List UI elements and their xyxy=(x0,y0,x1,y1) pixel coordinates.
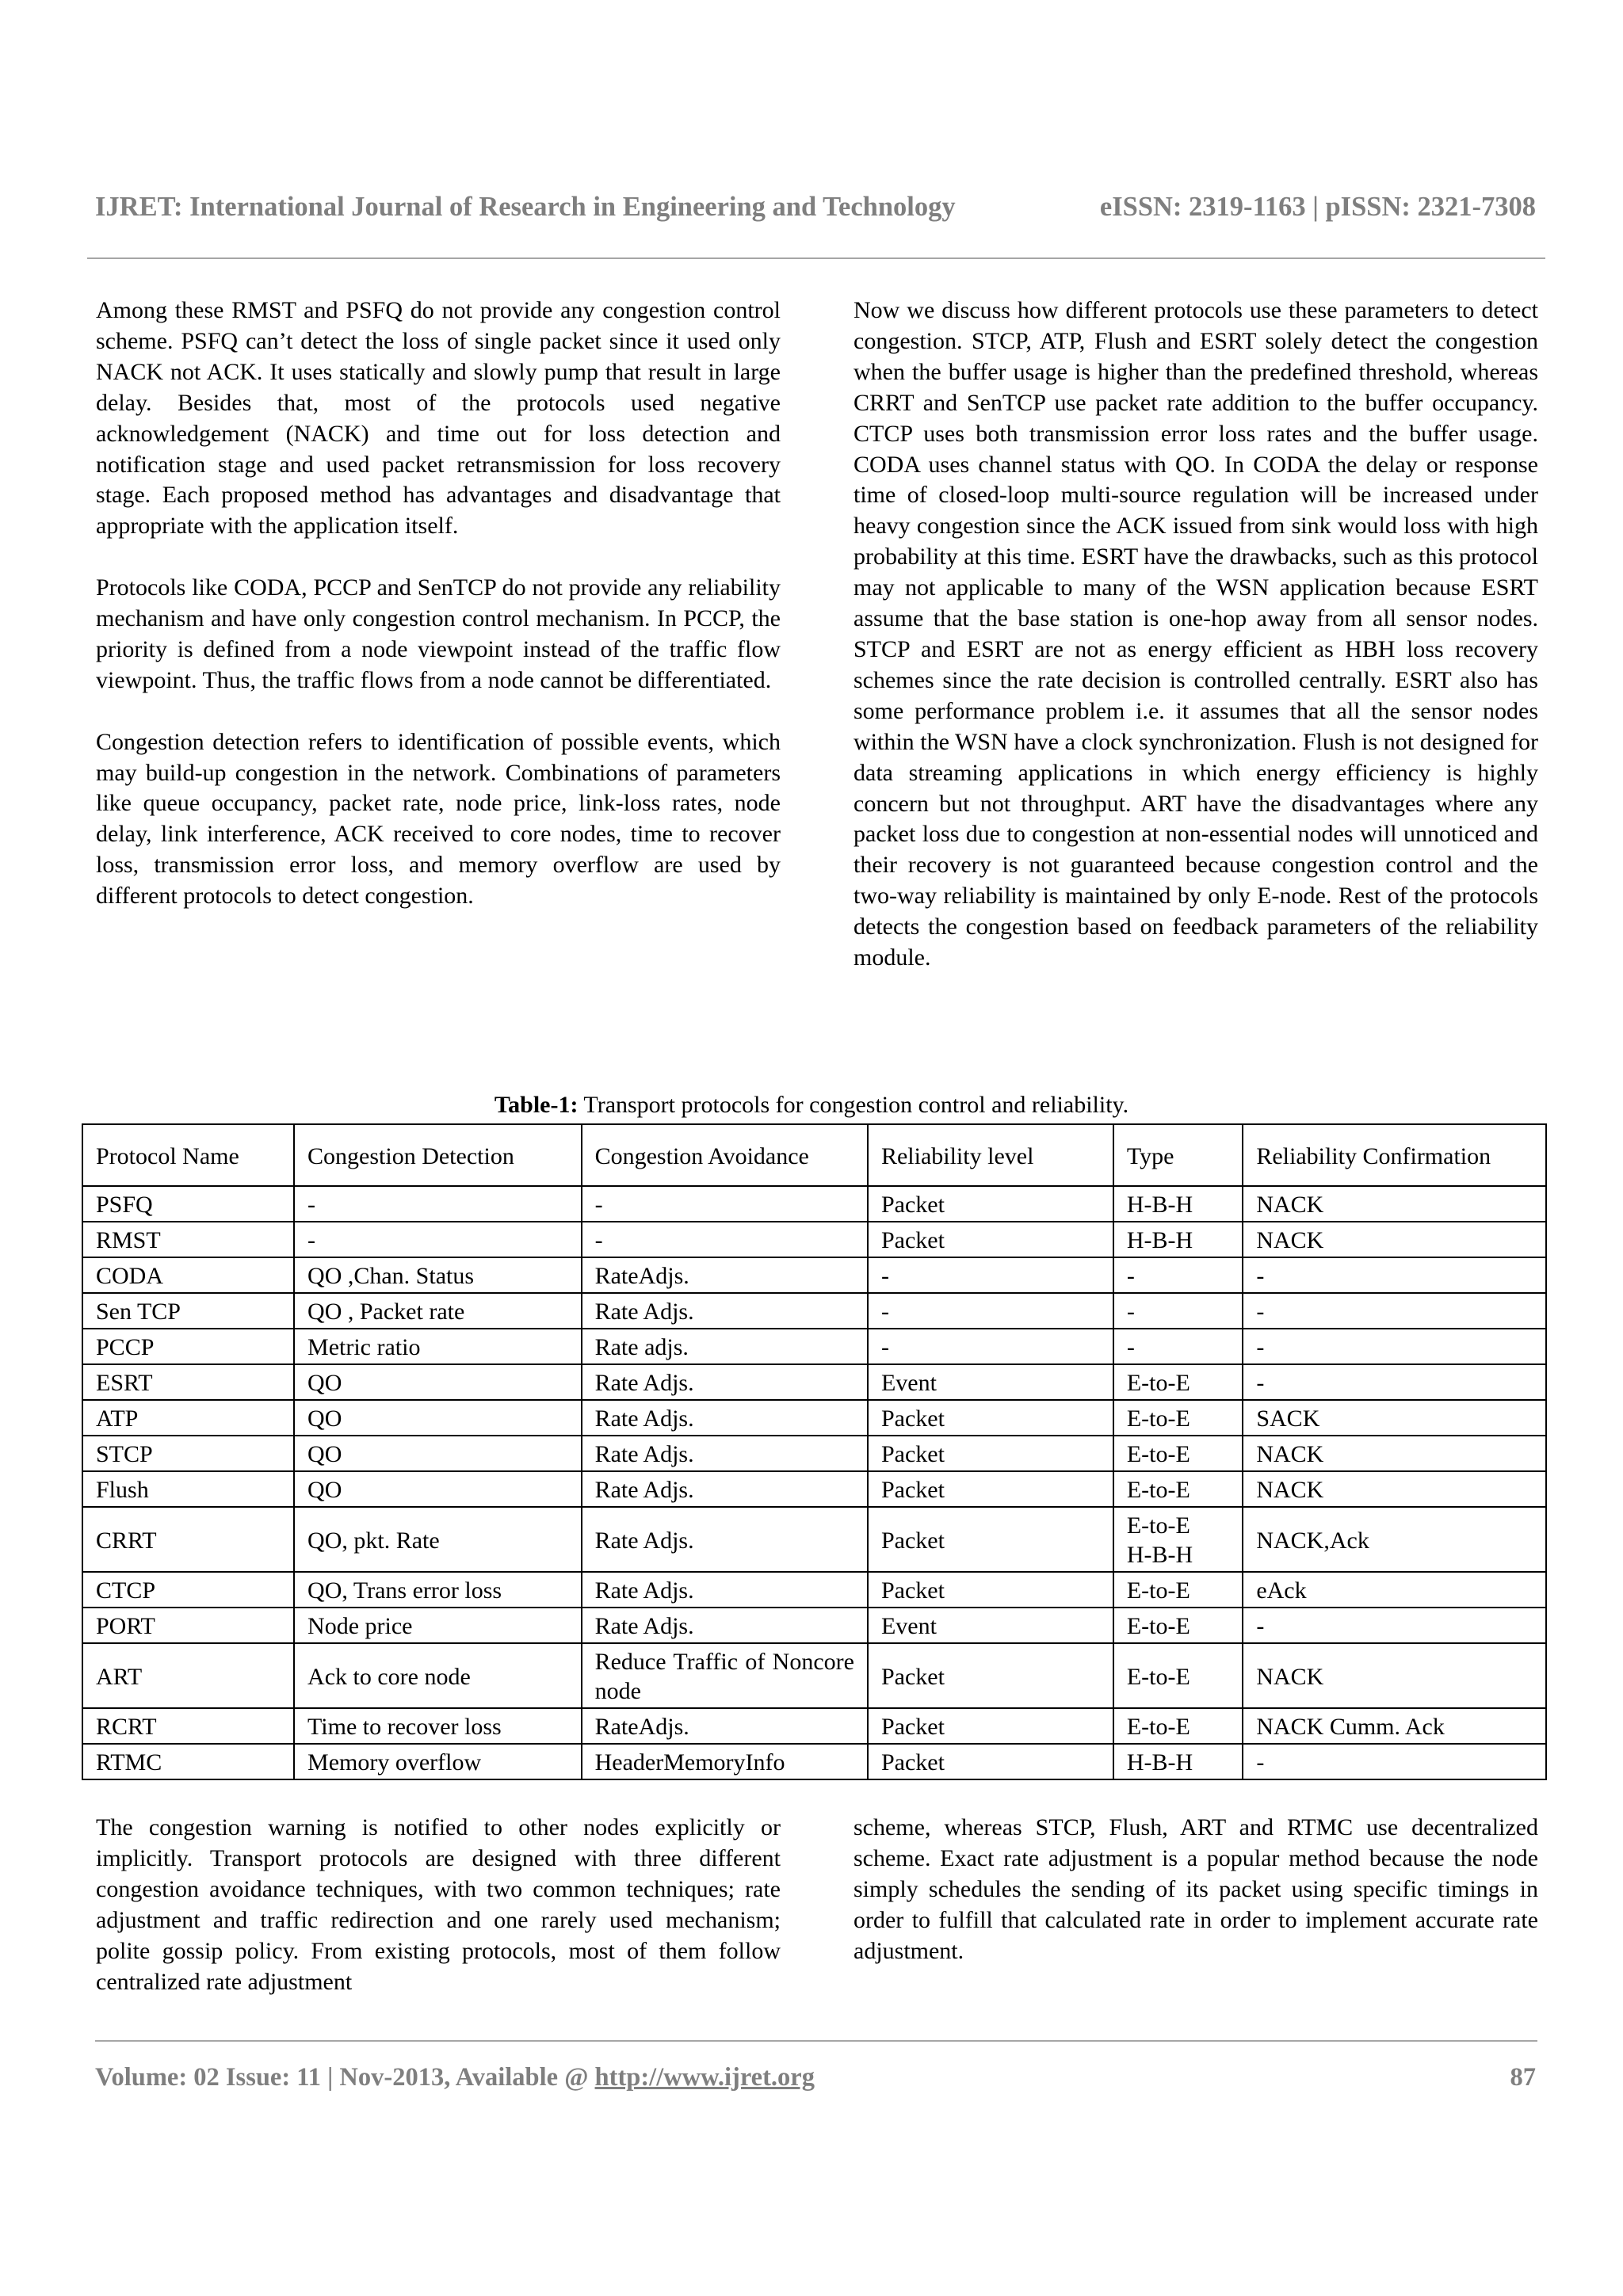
table-cell: H-B-H xyxy=(1113,1744,1243,1779)
table-cell: ART xyxy=(82,1643,294,1708)
table-cell: - xyxy=(1243,1364,1546,1400)
table-cell: QO xyxy=(294,1436,582,1471)
paragraph: Congestion detection refers to identification of possible events, which may build-up congestion in the network. Combinations of parameters like queue occupancy, packet rate, node price, link-loss rates, node delay, link interference, ACK received to core nodes, time to recover loss, transmission error loss, and memory overflow are used by different protocols to detect congestion. xyxy=(96,728,781,910)
paragraph: The congestion warning is notified to other nodes explicitly or implicitly. Transport protocols are designed with three different congestion avoidance techniques, with two common techniques; rate adjustment and traffic redirection and one rarely used mechanism; polite gossip policy. From existing protocols, most of them follow centralized rate adjustment xyxy=(96,1814,781,1995)
table-cell: Packet xyxy=(868,1744,1113,1779)
table-cell: Packet xyxy=(868,1708,1113,1744)
table-cell: Event xyxy=(868,1608,1113,1643)
table-cell: H-B-H xyxy=(1113,1222,1243,1257)
table-cell: Event xyxy=(868,1364,1113,1400)
header-divider xyxy=(87,257,1545,259)
table-cell: E-to-E xyxy=(1113,1643,1243,1708)
table-cell: SACK xyxy=(1243,1400,1546,1436)
journal-header xyxy=(95,192,1536,223)
table-cell: - xyxy=(582,1222,868,1257)
paragraph: Protocols like CODA, PCCP and SenTCP do not provide any reliability mechanism and have only congestion control mechanism. In PCCP, the priority is defined from a node viewpoint instead of the traffic flow viewpoint. Thus, the traffic flows from a node cannot be differentiated. xyxy=(96,574,781,693)
table-row xyxy=(82,1643,1546,1708)
table-row xyxy=(82,1222,1546,1257)
table-caption-text: Transport protocols for congestion control and reliability. xyxy=(578,1092,1129,1118)
table-cell: NACK xyxy=(1243,1222,1546,1257)
table-cell: NACK xyxy=(1243,1186,1546,1222)
table-row xyxy=(82,1293,1546,1329)
table-cell: eAck xyxy=(1243,1572,1546,1608)
table-body xyxy=(82,1186,1546,1779)
column-header: Type xyxy=(1113,1124,1243,1186)
table-cell: QO ,Chan. Status xyxy=(294,1257,582,1293)
table-row xyxy=(82,1608,1546,1643)
table-cell: - xyxy=(294,1186,582,1222)
table-cell: E-to-E xyxy=(1113,1364,1243,1400)
table-cell: PSFQ xyxy=(82,1186,294,1222)
table-cell: CRRT xyxy=(82,1507,294,1572)
table-cell: QO , Packet rate xyxy=(294,1293,582,1329)
table-cell: ESRT xyxy=(82,1364,294,1400)
table-row xyxy=(82,1744,1546,1779)
table-cell: Rate Adjs. xyxy=(582,1400,868,1436)
table-cell: - xyxy=(868,1257,1113,1293)
table-row xyxy=(82,1257,1546,1293)
table-cell: Metric ratio xyxy=(294,1329,582,1364)
table-cell: QO, Trans error loss xyxy=(294,1572,582,1608)
table-cell: RateAdjs. xyxy=(582,1708,868,1744)
table-cell: Memory overflow xyxy=(294,1744,582,1779)
journal-title: IJRET: International Journal of Research in Engineering and Technology xyxy=(95,192,956,222)
table-row xyxy=(82,1400,1546,1436)
table-cell: PCCP xyxy=(82,1329,294,1364)
table-cell: H-B-H xyxy=(1113,1186,1243,1222)
table-cell: Rate adjs. xyxy=(582,1329,868,1364)
table-cell: Packet xyxy=(868,1222,1113,1257)
table-cell: - xyxy=(1113,1257,1243,1293)
table-cell: NACK xyxy=(1243,1471,1546,1507)
table-cell: E-to-E H-B-H xyxy=(1113,1507,1243,1572)
page-number: 87 xyxy=(1510,2063,1536,2092)
table-cell: E-to-E xyxy=(1113,1471,1243,1507)
footer-volume xyxy=(95,2063,815,2092)
table-cell: - xyxy=(868,1329,1113,1364)
table-cell: Time to recover loss xyxy=(294,1708,582,1744)
protocols-table xyxy=(82,1123,1547,1780)
table-row xyxy=(82,1436,1546,1471)
journal-issn: eISSN: 2319-1163 | pISSN: 2321-7308 xyxy=(1099,192,1536,222)
table-cell: - xyxy=(1113,1293,1243,1329)
table-cell: Rate Adjs. xyxy=(582,1436,868,1471)
table-cell: STCP xyxy=(82,1436,294,1471)
table-cell: Packet xyxy=(868,1400,1113,1436)
right-column-bottom xyxy=(854,1813,1538,1967)
table-cell: RTMC xyxy=(82,1744,294,1779)
table-cell: QO xyxy=(294,1400,582,1436)
table-cell: E-to-E xyxy=(1113,1708,1243,1744)
paragraph: Among these RMST and PSFQ do not provide any congestion control scheme. PSFQ can’t detect the loss of single packet since it used only NACK not ACK. It uses statically and slowly pump that result in large delay. Besides that, most of the protocols used negative acknowledgement (NACK) and time out for loss detection and notification stage and used packet retransmission for loss recovery stage. Each proposed method has advantages and disadvantage that appropriate with the application itself. xyxy=(96,297,781,540)
table-cell: Packet xyxy=(868,1471,1113,1507)
table-cell: Sen TCP xyxy=(82,1293,294,1329)
table-cell: HeaderMemoryInfo xyxy=(582,1744,868,1779)
paragraph: scheme, whereas STCP, Flush, ART and RTMC use decentralized scheme. Exact rate adjustment is a popular method because the node simply schedules the sending of its packet using specific timings in order to fulfill that calculated rate in order to implement accurate rate adjustment. xyxy=(854,1814,1538,1964)
table-cell: Ack to core node xyxy=(294,1643,582,1708)
table-cell: NACK xyxy=(1243,1643,1546,1708)
table-cell: Packet xyxy=(868,1507,1113,1572)
table-cell: ATP xyxy=(82,1400,294,1436)
table-cell: - xyxy=(868,1293,1113,1329)
table-cell: Node price xyxy=(294,1608,582,1643)
table-header-row xyxy=(82,1124,1546,1186)
left-column-bottom xyxy=(96,1813,781,1997)
table-cell: NACK Cumm. Ack xyxy=(1243,1708,1546,1744)
table-cell: Rate Adjs. xyxy=(582,1507,868,1572)
column-header: Protocol Name xyxy=(82,1124,294,1186)
table-row xyxy=(82,1364,1546,1400)
table-row xyxy=(82,1572,1546,1608)
table-cell: Flush xyxy=(82,1471,294,1507)
table-caption-label: Table-1: xyxy=(494,1092,579,1118)
table-cell: CTCP xyxy=(82,1572,294,1608)
table-cell: - xyxy=(1243,1293,1546,1329)
journal-link[interactable]: http://www.ijret.org xyxy=(594,2063,815,2092)
left-column-top xyxy=(96,296,781,912)
table-cell: Packet xyxy=(868,1572,1113,1608)
table-cell: QO, pkt. Rate xyxy=(294,1507,582,1572)
table-cell: E-to-E xyxy=(1113,1572,1243,1608)
table-row xyxy=(82,1507,1546,1572)
table-cell: QO xyxy=(294,1471,582,1507)
table-cell: QO xyxy=(294,1364,582,1400)
table-cell: PORT xyxy=(82,1608,294,1643)
table-cell: Rate Adjs. xyxy=(582,1471,868,1507)
table-cell: Packet xyxy=(868,1643,1113,1708)
table-cell: Rate Adjs. xyxy=(582,1293,868,1329)
column-header: Reliability level xyxy=(868,1124,1113,1186)
table-cell: NACK,Ack xyxy=(1243,1507,1546,1572)
table-cell: Packet xyxy=(868,1186,1113,1222)
table-cell: Reduce Traffic of Noncore node xyxy=(582,1643,868,1708)
table-cell: - xyxy=(294,1222,582,1257)
column-header: Reliability Confirmation xyxy=(1243,1124,1546,1186)
footer-divider xyxy=(95,2040,1537,2042)
table-cell: - xyxy=(1243,1608,1546,1643)
table-cell: Rate Adjs. xyxy=(582,1364,868,1400)
table-cell: Rate Adjs. xyxy=(582,1608,868,1643)
table-cell: - xyxy=(1243,1329,1546,1364)
table-cell: CODA xyxy=(82,1257,294,1293)
paragraph: Now we discuss how different protocols use these parameters to detect congestion. STCP, ATP, Flush and ESRT solely detect the congestion when the buffer usage is higher than the predefined threshold, whereas CRRT and SenTCP use packet rate addition to the buffer occupancy. CTCP uses both transmission error loss rates and the buffer usage. CODA uses channel status with QO. In CODA the delay or response time of closed-loop multi-source regulation will be increased under heavy congestion since the ACK issued from sink would loss with high probability at this time. ESRT have the drawbacks, such as this protocol may not applicable to many of the WSN application because ESRT assume that the base station is one-hop away from all sensor nodes. STCP and ESRT are not as energy efficient as HBH loss recovery schemes since the rate decision is controlled centrally. ESRT also has some performance problem i.e. it assumes that all the sensor nodes within the WSN have a clock synchronization. Flush is not designed for data streaming applications in which energy efficiency is highly concern but not throughput. ART have the disadvantages where any packet loss due to congestion at non-essential nodes will unnoticed and their recovery is not guaranteed because congestion control and the two-way reliability is maintained by only E-node. Rest of the protocols detects the congestion based on feedback parameters of the reliability module. xyxy=(854,297,1538,971)
table-cell: NACK xyxy=(1243,1436,1546,1471)
table-cell: E-to-E xyxy=(1113,1436,1243,1471)
table-cell: - xyxy=(1243,1257,1546,1293)
table-cell: E-to-E xyxy=(1113,1608,1243,1643)
table-cell: Packet xyxy=(868,1436,1113,1471)
table-cell: RMST xyxy=(82,1222,294,1257)
page-footer xyxy=(95,2063,1536,2092)
table-cell: - xyxy=(1113,1329,1243,1364)
table-cell: - xyxy=(582,1186,868,1222)
table-row xyxy=(82,1471,1546,1507)
table-row xyxy=(82,1329,1546,1364)
table-cell: RCRT xyxy=(82,1708,294,1744)
table-row xyxy=(82,1186,1546,1222)
table-cell: E-to-E xyxy=(1113,1400,1243,1436)
table-caption xyxy=(0,1090,1623,1120)
table-cell: Rate Adjs. xyxy=(582,1572,868,1608)
column-header: Congestion Detection xyxy=(294,1124,582,1186)
table-row xyxy=(82,1708,1546,1744)
table-cell: RateAdjs. xyxy=(582,1257,868,1293)
right-column-top xyxy=(854,296,1538,974)
column-header: Congestion Avoidance xyxy=(582,1124,868,1186)
table-cell: - xyxy=(1243,1744,1546,1779)
footer-volume-text: Volume: 02 Issue: 11 | Nov-2013, Available @ xyxy=(95,2063,595,2092)
